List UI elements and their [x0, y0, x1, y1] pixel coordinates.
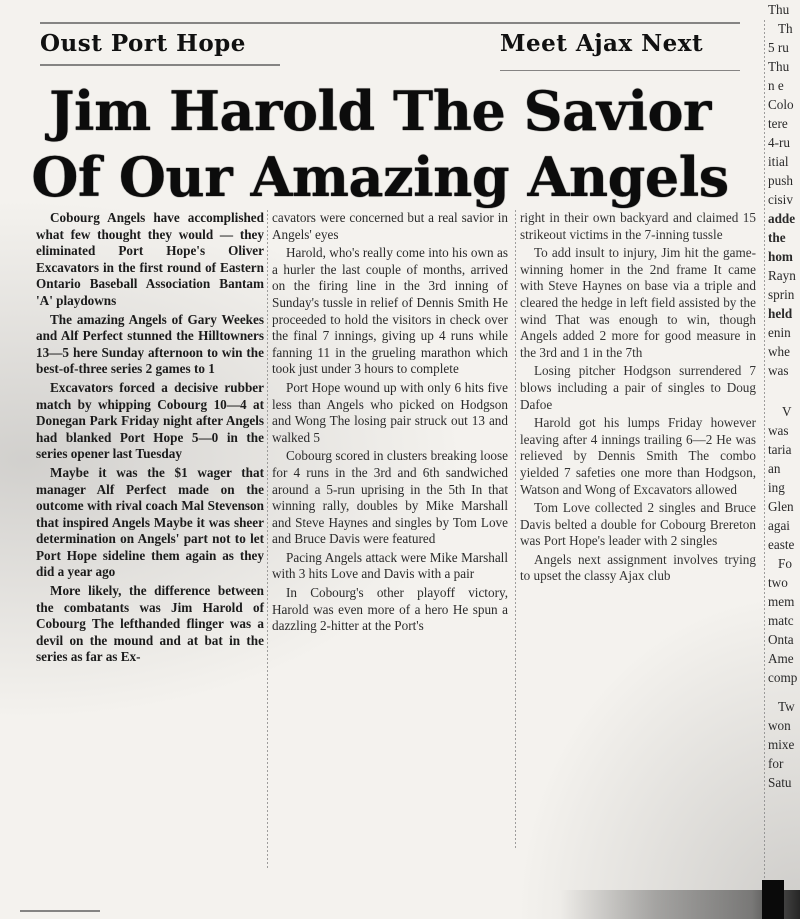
print-smudge-dark: [762, 880, 784, 919]
headline-line-2: Of Our Amazing Angels: [31, 145, 729, 209]
fragment: Th: [778, 21, 793, 36]
headline-line-1: Jim Harold The Savior: [49, 79, 711, 143]
fragment: itial: [768, 154, 789, 169]
fragment: the: [768, 230, 786, 245]
fragment: Ame: [768, 651, 794, 666]
column-divider-2: [515, 210, 516, 850]
paragraph: Pacing Angels attack were Mike Marshall with 3 hits Love and Davis with a pair: [272, 549, 508, 582]
fragment: n e: [768, 78, 784, 93]
fragment: whe: [768, 344, 790, 359]
kicker-right: Meet Ajax Next: [500, 30, 704, 57]
fragment: 5 ru: [768, 40, 789, 55]
fragment: Fo: [778, 556, 792, 571]
fragment: comp: [768, 670, 798, 685]
paragraph: In Cobourg's other playoff victory, Harold was even more of a hero He spun a dazzling 2-hitter at the Port's: [272, 585, 508, 634]
fragment: Thu: [768, 59, 790, 74]
paragraph: Maybe it was the $1 wager that manager Alf Perfect made on the outcome with rival coach Mal Stevenson that inspired Angels Maybe it was sheer determination on Angels' part not to let Port Hope sideline them again as they did a year ago: [36, 464, 264, 580]
column-divider-1: [267, 210, 268, 870]
fragment: Onta: [768, 632, 794, 647]
fragment: for: [768, 756, 784, 771]
paragraph: Cobourg scored in clusters breaking loose for 4 runs in the 3rd and 6th sandwiched around a 5-run uprising in the 5th In that winning rally, doubles by Mike Marshall and Steve Haynes and singles by Tom Love and Bruce Davis were featured: [272, 448, 508, 547]
paragraph: To add insult to injury, Jim hit the game-winning homer in the 2nd frame It came with Steve Haynes on base via a triple and cleared the hedge in left field assisted by the wind That was enough to win, though Angels added 2 more for good measure in the 3rd and 1 in the 7th: [520, 245, 756, 360]
fragment: won: [768, 718, 791, 733]
article-column-2: [272, 210, 508, 637]
fragment: Glen: [768, 499, 794, 514]
article-column-3: [520, 210, 756, 587]
fragment-gap: [768, 380, 800, 402]
fragment: mem: [768, 594, 795, 609]
fragment: mixe: [768, 737, 795, 752]
fragment: 4-ru: [768, 135, 790, 150]
paragraph: Tom Love collected 2 singles and Bruce Davis belted a double for Cobourg Brereton was Port Hope's leader with 2 singles: [520, 500, 756, 549]
kicker-left-underline: [40, 64, 280, 66]
fragment: was: [768, 363, 789, 378]
adjacent-article-fragment: [768, 0, 800, 792]
fragment: agai: [768, 518, 790, 533]
fragment: enin: [768, 325, 791, 340]
article-column-1: [36, 210, 264, 668]
paragraph: More likely, the difference between the combatants was Jim Harold of Cobourg The lefthanded flinger was a devil on the mound and at bat in the series as far as Ex-: [36, 583, 264, 665]
fragment: was: [768, 423, 789, 438]
paragraph: Losing pitcher Hodgson surrendered 7 blows including a pair of singles to Doug Dafoe: [520, 363, 756, 412]
fragment: Tw: [778, 699, 795, 714]
fragment: held: [768, 306, 793, 321]
paragraph: Excavators forced a decisive rubber match by whipping Cobourg 10—4 at Donegan Park Friday night after Angels had blanked Port Hope 5—0 in the series opener last Tuesday: [36, 379, 264, 462]
paragraph: Angels next assignment involves trying to upset the classy Ajax club: [520, 551, 756, 584]
paragraph: Cobourg Angels have accomplished what few thought they would — they eliminated Port Hope's Oliver Excavators in the first round of Eastern Ontario Baseball Association Bantam 'A' playdowns: [36, 210, 264, 308]
fragment: Colo: [768, 97, 794, 112]
paragraph: Harold, who's really come into his own as a hurler the last couple of months, arrived on the firing line in the 3rd inning of Sunday's tussle in relief of Dennis Smith He proceeded to hold the visitors in check over the final 7 innings, giving up 4 runs while fanning 11 in the grueling marathon which took just under 3 hours to complete: [272, 245, 508, 377]
fragment: an: [768, 461, 781, 476]
paragraph: The amazing Angels of Gary Weekes and Alf Perfect stunned the Hilltowners 13—5 here Sunday afternoon to win the best-of-three series 2 games to 1: [36, 311, 264, 377]
fragment: V: [782, 404, 792, 419]
kicker-left: Oust Port Hope: [40, 30, 246, 57]
paragraph: cavators were concerned but a real savior in Angels' eyes: [272, 210, 508, 242]
fragment: Rayn: [768, 268, 796, 283]
fragment: sprin: [768, 287, 795, 302]
bottom-rule: [20, 910, 100, 912]
top-rule: [40, 22, 740, 24]
fragment: hom: [768, 249, 793, 264]
fragment: easte: [768, 537, 795, 552]
fragment-gap: [768, 687, 800, 697]
column-divider-3: [764, 20, 765, 880]
paragraph: Harold got his lumps Friday however leaving after 4 innings trailing 6—2 He was relieved by Dennis Smith The combo yielded 7 safeties one more than Hodgson, Watson and Wong of Excavators allowed: [520, 415, 756, 497]
fragment: Thu: [768, 2, 790, 17]
fragment: two: [768, 575, 788, 590]
fragment: Satu: [768, 775, 792, 790]
paragraph: right in their own backyard and claimed 15 strikeout victims in the 7-inning tussle: [520, 210, 756, 242]
fragment: adde: [768, 211, 796, 226]
fragment: tere: [768, 116, 788, 131]
fragment: cisiv: [768, 192, 793, 207]
paragraph: Port Hope wound up with only 6 hits five less than Angels who picked on Hodgson and Wong The losing pair struck out 13 and walked 5: [272, 379, 508, 445]
fragment: ing: [768, 480, 785, 495]
kicker-right-underline: [500, 70, 740, 71]
fragment: taria: [768, 442, 792, 457]
fragment: matc: [768, 613, 794, 628]
fragment: push: [768, 173, 793, 188]
